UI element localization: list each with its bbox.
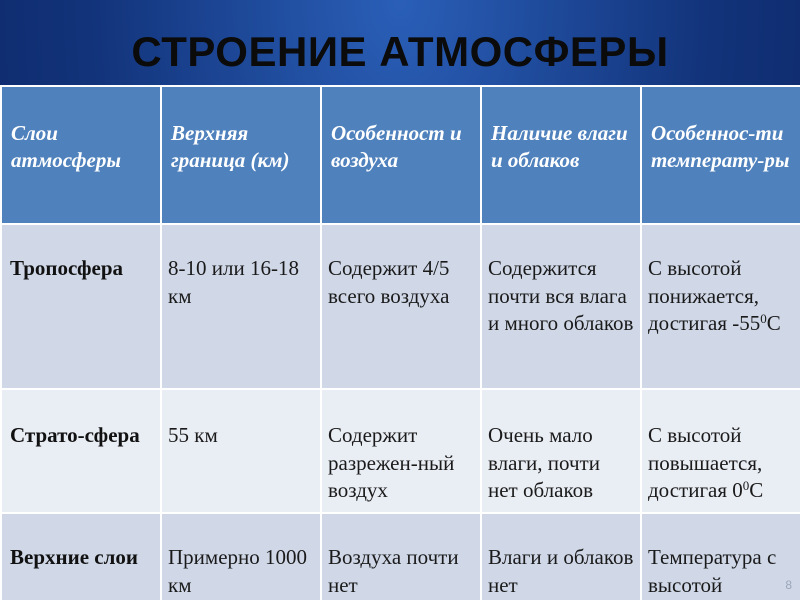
header-cell-air: Особенност и воздуха [321,86,481,224]
layer-name-cell: Верхние слои [1,513,161,601]
table-row [1,513,800,601]
boundary-cell: 55 км [161,389,321,513]
boundary-cell: 8-10 или 16-18 км [161,224,321,389]
temperature-text: Температура с высотой [648,545,777,597]
header-cell-temperature: Особеннос-ти температу-ры [641,86,800,224]
layer-name-cell: Страто-сфера [1,389,161,513]
temperature-text: С высотой повышается, достигая 0 [648,423,763,502]
page-title: СТРОЕНИЕ АТМОСФЕРЫ [131,28,669,75]
moisture-cell: Очень мало влаги, почти нет облаков [481,389,641,513]
boundary-cell: Примерно 1000 км [161,513,321,601]
layer-name-cell: Тропосфера [1,224,161,389]
air-cell: Воздуха почти нет [321,513,481,601]
temperature-unit: С [766,311,781,335]
header-cell-moisture: Наличие влаги и облаков [481,86,641,224]
temperature-unit: С [749,478,764,502]
atmosphere-table [0,85,800,602]
temperature-cell [641,513,800,601]
degree-superscript: 0 [760,311,767,326]
table-row [1,224,800,389]
moisture-cell: Содержится почти вся влага и много облаков [481,224,641,389]
air-cell: Содержит разрежен-ный воздух [321,389,481,513]
degree-superscript: 0 [742,478,750,493]
header-cell-layers: Слои атмосферы [1,86,161,224]
temperature-cell [641,224,800,389]
table-row [1,389,800,513]
temperature-cell [641,389,800,513]
slide-number: 8 [785,578,792,592]
air-cell: Содержит 4/5 всего воздуха [321,224,481,389]
temperature-text: С высотой понижается, достигая -55 [648,256,761,335]
header-cell-boundary: Верхняя граница (км) [161,86,321,224]
table-header-row [1,86,800,224]
moisture-cell: Влаги и облаков нет [481,513,641,601]
